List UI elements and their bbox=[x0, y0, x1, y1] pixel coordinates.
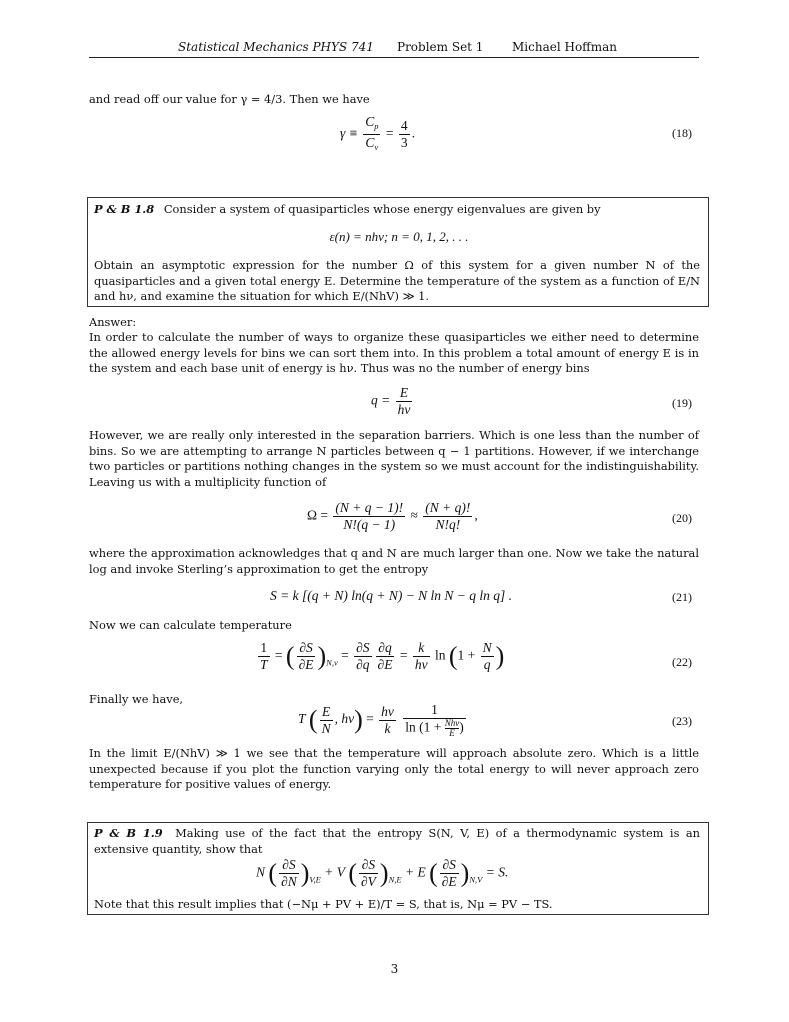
eq22-k-den: hν bbox=[414, 657, 428, 672]
equation-18: γ ≡ $\frac{C_p}{C_v}$ = $\frac{4}{3}$ . bbox=[340, 114, 415, 152]
eq22-d-sub: N,v bbox=[326, 657, 338, 668]
eq23-one: 1 bbox=[403, 702, 466, 719]
problem-1-8-label: P & B 1.8 bbox=[94, 202, 155, 216]
header-problem-set: Problem Set 1 bbox=[397, 40, 484, 54]
problem-1-9-statement bbox=[94, 826, 700, 857]
p19-s2: N,E bbox=[388, 874, 402, 885]
eq23-small-den: E bbox=[449, 728, 455, 738]
answer-paragraph-5: Finally we have, bbox=[89, 692, 184, 706]
p19-s3: N,V bbox=[469, 874, 483, 885]
eq22-d-num: ∂S bbox=[299, 640, 313, 655]
p19-d3-num: ∂S bbox=[442, 857, 456, 872]
eq22-k-num: k bbox=[418, 640, 425, 655]
eq23-arg-rest: , hν bbox=[334, 711, 355, 727]
eq18-lhs: γ ≡ bbox=[340, 125, 358, 141]
eq22-lhs-den: T bbox=[260, 657, 268, 672]
eq23-small-num: Nhν bbox=[444, 718, 460, 728]
intro-text: and read off our value for γ = 4/3. Then we have bbox=[89, 92, 370, 106]
p19-t2: + V bbox=[324, 864, 345, 880]
eq20-num1: (N + q − 1)! bbox=[335, 500, 404, 515]
eq22-c2-num: ∂q bbox=[378, 640, 392, 655]
equation-19 bbox=[371, 385, 414, 418]
problem-1-8-box bbox=[87, 197, 709, 307]
eq20-approx: ≈ bbox=[410, 507, 418, 523]
header-course: Statistical Mechanics PHYS 741 bbox=[178, 40, 374, 54]
answer-label: Answer: bbox=[89, 315, 137, 329]
answer-paragraph-3: where the approximation acknowledges that q and N are much larger than one. Now we take the natural log and invoke Sterling’s approximation to get the entropy bbox=[89, 546, 699, 576]
eq18-rhs-den: 3 bbox=[400, 135, 408, 150]
header-rule bbox=[89, 57, 699, 58]
eq19-num: E bbox=[399, 385, 409, 400]
p19-rhs: = S. bbox=[485, 864, 509, 880]
p19-d2-den: ∂V bbox=[361, 874, 376, 889]
eq22-n-den: q bbox=[483, 657, 491, 672]
eq20-lhs: Ω = bbox=[307, 507, 329, 523]
eq18-num: C bbox=[365, 114, 375, 129]
answer-paragraph-1: In order to calculate the number of ways to organize these quasiparticles we either need to determine the allowed energy levels for bins we can sort them into. In this problem a total amount of energy E is in the system and each base unit of energy is hν. Thus was no the number of energy bins bbox=[89, 330, 699, 376]
eq22-c1-den: ∂q bbox=[356, 657, 370, 672]
problem-1-9-box bbox=[87, 822, 709, 915]
eq22-n-num: N bbox=[482, 640, 492, 655]
p19-s1: V,E bbox=[309, 874, 321, 885]
eq23-arg-den: N bbox=[321, 720, 331, 736]
eq18-num-sub: p bbox=[374, 121, 379, 131]
p19-d3-den: ∂E bbox=[441, 874, 457, 889]
p19-t1: N bbox=[256, 864, 266, 880]
equation-23: T ( $\frac{E}{N}$ , hν) = $\frac{h\nu}{k}$ 1 ln (1 + $\frac{\text{Nhν}}{E}$ ) bbox=[298, 702, 464, 738]
answer-paragraph-2: However, we are really only interested in the separation barriers. Which is one less than the number of bins. So we are attempting to arrange N particles between q − 1 partitions. However, if we interchange two particles or partitions nothing changes in the system so we must account for the indistinguishability. Leaving us with a multiplicity function of bbox=[89, 428, 699, 489]
eq23-ln-den: ln (1 + bbox=[405, 719, 442, 735]
problem-1-9-note: Note that this result implies that (−Nμ + PV + E)/T = S, that is, Nμ = PV − TS. bbox=[94, 897, 553, 911]
problem-1-9-label: P & B 1.9 bbox=[94, 826, 163, 840]
eq23-r-den: k bbox=[384, 720, 391, 736]
eq19-lhs: q = bbox=[371, 392, 391, 408]
eq23-lhs: T bbox=[298, 711, 306, 727]
p19-d1-num: ∂S bbox=[282, 857, 296, 872]
eq23-number: (23) bbox=[672, 714, 692, 728]
eq23-arg-num: E bbox=[321, 703, 331, 719]
energy-equation: ε(n) = nhν; n = 0, 1, 2, . . . bbox=[329, 229, 469, 244]
problem-1-9-text: Making use of the fact that the entropy S(N, V, E) of a thermodynamic system is an extensive quantity, show that bbox=[94, 826, 700, 856]
header-author: Michael Hoffman bbox=[512, 40, 617, 54]
p19-t3: + E bbox=[404, 864, 426, 880]
problem-1-8-statement bbox=[94, 202, 700, 218]
eq22-c2-den: ∂E bbox=[377, 657, 393, 672]
eq18-den-sub: v bbox=[374, 142, 379, 152]
equation-22: $\frac{1}{T}$ = ( $\frac{\partial S}{\partial E}$ )$_{N,v}$ = $\frac{\partial S}{\partial q}$ $\frac{\partial q}{\partial E}$ = $\frac{k}{h\nu}$ ln (1 + $\frac{N}{q}$ ) bbox=[260, 640, 505, 672]
equation-21: S = k [(q + N) ln(q + N) − N ln N − q ln q] . bbox=[270, 588, 513, 603]
eq22-inner: 1 + bbox=[457, 647, 476, 663]
problem-1-8-task: Obtain an asymptotic expression for the number Ω of this system for a given number N of the quasiparticles and a given total energy E. Determine the temperature of the system as a function of E/N and hν, and examine the situation for which E/(NhV) ≫ 1. bbox=[94, 258, 700, 304]
eq22-c1-num: ∂S bbox=[356, 640, 370, 655]
p19-d2-num: ∂S bbox=[361, 857, 376, 872]
eq22-number: (22) bbox=[672, 655, 692, 669]
eq21-number: (21) bbox=[672, 590, 692, 604]
eq23-r-num: hν bbox=[381, 703, 394, 719]
eq18-den: C bbox=[365, 135, 375, 150]
problem-1-9-equation: N ( $\frac{\partial S}{\partial N}$ )$_{V,E} + V$ ( $\frac{\partial S}{\partial V}$ )$_{N,E} + E$ ( $\frac{\partial S}{\partial E}$ )$_{N,V} = S$. bbox=[256, 857, 509, 889]
p19-d1-den: ∂N bbox=[281, 874, 297, 889]
equation-20: Ω = $\frac{(N + q - 1)!}{N!(q - 1)}$ ≈ $\frac{(N + q)!}{N!q!}$ , bbox=[307, 500, 478, 532]
eq19-den: hν bbox=[397, 402, 411, 417]
eq22-d-den: ∂E bbox=[298, 657, 314, 672]
eq20-num2: (N + q)! bbox=[425, 500, 471, 515]
answer-paragraph-6: In the limit E/(NhV) ≫ 1 we see that the temperature will approach absolute zero. Which is a little unexpected because if you plot the function varying only the total energy to will never approach zero temperature for positive values of energy. bbox=[89, 746, 699, 792]
eq18-rhs-num: 4 bbox=[400, 118, 408, 133]
problem-1-8-text: Consider a system of quasiparticles whose energy eigenvalues are given by bbox=[163, 202, 601, 216]
eq19-number: (19) bbox=[672, 396, 692, 410]
eq20-number: (20) bbox=[672, 511, 692, 525]
eq23-close: ) bbox=[459, 719, 464, 735]
eq20-den1: N!(q − 1) bbox=[343, 517, 396, 532]
eq20-den2: N!q! bbox=[435, 517, 461, 532]
eq22-lhs-num: 1 bbox=[258, 640, 270, 657]
page-number: 3 bbox=[390, 962, 399, 976]
answer-paragraph-4: Now we can calculate temperature bbox=[89, 618, 292, 632]
eq22-ln: ln bbox=[434, 647, 446, 663]
eq18-number: (18) bbox=[672, 126, 692, 140]
